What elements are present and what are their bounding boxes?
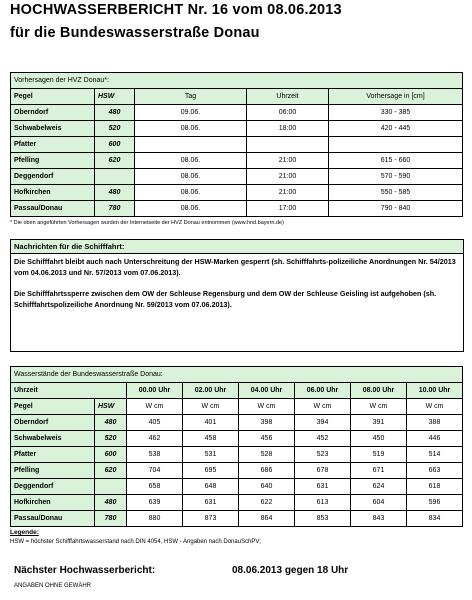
levels-hsw: 620: [95, 463, 127, 479]
forecast-hsw: [95, 169, 135, 185]
forecast-row: [11, 185, 463, 201]
levels-value: 446: [407, 431, 463, 447]
levels-pegel: Oberndorf: [11, 415, 95, 431]
levels-row: [11, 415, 463, 431]
levels-value: 538: [127, 447, 183, 463]
levels-value: 658: [127, 479, 183, 495]
levels-body: [11, 415, 463, 527]
levels-value: 663: [407, 463, 463, 479]
forecast-row: [11, 153, 463, 169]
forecast-vorhersage: 420 - 445: [329, 121, 463, 137]
levels-value: 671: [351, 463, 407, 479]
levels-value: 519: [351, 447, 407, 463]
levels-value: 631: [295, 479, 351, 495]
levels-value: 604: [351, 495, 407, 511]
levels-value: 880: [127, 511, 183, 527]
forecast-vorhersage: 570 - 590: [329, 169, 463, 185]
levels-value: 864: [239, 511, 295, 527]
levels-value: 531: [183, 447, 239, 463]
levels-value: 686: [239, 463, 295, 479]
forecast-header-row: [11, 89, 463, 105]
levels-value: 648: [183, 479, 239, 495]
levels-value: 639: [127, 495, 183, 511]
forecast-vorhersage: 615 - 660: [329, 153, 463, 169]
forecast-row: [11, 169, 463, 185]
levels-value: 834: [407, 511, 463, 527]
levels-pegel: Pfatter: [11, 447, 95, 463]
time-3: 06.00 Uhr: [295, 383, 351, 399]
forecast-pegel: Passau/Donau: [11, 201, 95, 217]
levels-hsw: 600: [95, 447, 127, 463]
forecast-pegel: Oberndorf: [11, 105, 95, 121]
levels-caption-row: [11, 367, 463, 383]
levels-value: 640: [239, 479, 295, 495]
forecast-hsw: 600: [95, 137, 135, 153]
levels-unit-row: [11, 399, 463, 415]
levels-value: 622: [239, 495, 295, 511]
levels-pegel: Schwabelweis: [11, 431, 95, 447]
levels-time-row: [11, 383, 463, 399]
levels-pegel: Passau/Donau: [11, 511, 95, 527]
levels-row: [11, 479, 463, 495]
levels-value: 695: [183, 463, 239, 479]
levels-value: 456: [239, 431, 295, 447]
levels-value: 624: [351, 479, 407, 495]
shipping-news-paragraph-1: Die Schifffahrt bleibt auch nach Unterschreitung der HSW-Marken gesperrt (sh. Schifffahrts-polizeiliche Anordnungen Nr. 54/2013 vom 04.06.2013 und Nr. 57/2013 vom 07.06.2013).: [14, 257, 456, 277]
levels-value: 613: [295, 495, 351, 511]
forecast-tag: 09.06.: [135, 105, 247, 121]
forecast-pegel: Pfelling: [11, 153, 95, 169]
forecast-row: [11, 105, 463, 121]
levels-value: 452: [295, 431, 351, 447]
levels-value: 462: [127, 431, 183, 447]
unit-1: W cm: [183, 399, 239, 415]
forecast-uhrzeit: 21:00: [247, 185, 329, 201]
forecast-uhrzeit: 06:00: [247, 105, 329, 121]
forecast-uhrzeit: 17:00: [247, 201, 329, 217]
forecast-hsw: 480: [95, 105, 135, 121]
levels-pegel: Hofkirchen: [11, 495, 95, 511]
forecast-vorhersage: 330 - 385: [329, 105, 463, 121]
unit-3: W cm: [295, 399, 351, 415]
levels-value: 401: [183, 415, 239, 431]
legend-text: HSW = höchster Schifffahrtswasserstand nach DIN 4054, HSW - Angaben nach DonauSchPV;: [10, 539, 261, 545]
levels-uhrzeit-label: Uhrzeit: [11, 383, 127, 399]
forecast-vorhersage: 550 - 585: [329, 185, 463, 201]
levels-hsw-label: HSW: [95, 399, 127, 415]
levels-value: 528: [239, 447, 295, 463]
time-1: 02.00 Uhr: [183, 383, 239, 399]
next-report-label: Nächster Hochwasserbericht:: [14, 565, 156, 576]
forecast-vorhersage: 790 - 840: [329, 201, 463, 217]
levels-value: 631: [183, 495, 239, 511]
forecast-uhrzeit: [247, 137, 329, 153]
levels-value: 458: [183, 431, 239, 447]
levels-value: 704: [127, 463, 183, 479]
time-5: 10.00 Uhr: [407, 383, 463, 399]
forecast-row: [11, 201, 463, 217]
levels-value: 514: [407, 447, 463, 463]
levels-value: 843: [351, 511, 407, 527]
unit-4: W cm: [351, 399, 407, 415]
forecast-uhrzeit: 21:00: [247, 169, 329, 185]
forecast-tag: 08.06.: [135, 201, 247, 217]
forecast-row: [11, 121, 463, 137]
levels-value: 853: [295, 511, 351, 527]
levels-pegel-label: Pegel: [11, 399, 95, 415]
forecast-tag: 08.06.: [135, 121, 247, 137]
forecast-vorhersage: [329, 137, 463, 153]
next-report-value: 08.06.2013 gegen 18 Uhr: [232, 565, 349, 576]
forecast-hsw: 480: [95, 185, 135, 201]
levels-pegel: Pfelling: [11, 463, 95, 479]
forecast-hsw: 520: [95, 121, 135, 137]
levels-hsw: 780: [95, 511, 127, 527]
forecast-pegel: Deggendorf: [11, 169, 95, 185]
forecast-hsw: 620: [95, 153, 135, 169]
forecast-pegel: Pfatter: [11, 137, 95, 153]
levels-pegel: Deggendorf: [11, 479, 95, 495]
levels-value: 678: [295, 463, 351, 479]
time-4: 08.00 Uhr: [351, 383, 407, 399]
forecast-tag: [135, 137, 247, 153]
levels-value: 405: [127, 415, 183, 431]
levels-value: 391: [351, 415, 407, 431]
legend-title: Legende:: [10, 529, 39, 536]
forecast-caption-row: [11, 73, 463, 89]
unit-5: W cm: [407, 399, 463, 415]
col-uhrzeit: Uhrzeit: [247, 89, 329, 105]
forecast-caption: Vorhersagen der HVZ Donau*:: [11, 73, 463, 89]
levels-row: [11, 511, 463, 527]
levels-hsw: [95, 479, 127, 495]
shipping-news-paragraph-2: Die Schifffahrtssperre zwischen dem OW der Schleuse Regensburg und dem OW der Schleuse Geisling ist aufgehoben (sh. Schifffahrtspolizeiliche Anordnung Nr. 59/2013 vom 07.06.2013).: [14, 289, 437, 309]
col-tag: Tag: [135, 89, 247, 105]
levels-hsw: 520: [95, 431, 127, 447]
report-title: HOCHWASSERBERICHT Nr. 16 vom 08.06.2013: [10, 2, 342, 18]
col-hsw: HSW: [95, 89, 135, 105]
shipping-news-box: [10, 239, 464, 352]
levels-row: [11, 495, 463, 511]
levels-value: 388: [407, 415, 463, 431]
unit-0: W cm: [127, 399, 183, 415]
levels-row: [11, 447, 463, 463]
report-subtitle: für die Bundeswasserstraße Donau: [10, 25, 260, 41]
forecast-footnote: * Die oben angeführten Vorhersagen wurden der Internetseite der HVZ Donau entnommen (www.hnd.bayern.de): [10, 220, 284, 226]
time-0: 00.00 Uhr: [127, 383, 183, 399]
col-vorhersage: Vorhersage in [cm]: [329, 89, 463, 105]
levels-value: 450: [351, 431, 407, 447]
forecast-body: [11, 105, 463, 217]
levels-hsw: 480: [95, 495, 127, 511]
time-2: 04.00 Uhr: [239, 383, 295, 399]
forecast-uhrzeit: 21:00: [247, 153, 329, 169]
levels-row: [11, 463, 463, 479]
levels-value: 596: [407, 495, 463, 511]
forecast-hsw: 780: [95, 201, 135, 217]
levels-value: 394: [295, 415, 351, 431]
levels-value: 618: [407, 479, 463, 495]
unit-2: W cm: [239, 399, 295, 415]
shipping-news-caption: Nachrichten für die Schifffahrt:: [11, 240, 463, 254]
forecast-table: [10, 72, 463, 217]
levels-value: 398: [239, 415, 295, 431]
forecast-pegel: Hofkirchen: [11, 185, 95, 201]
forecast-tag: 08.06.: [135, 153, 247, 169]
col-pegel: Pegel: [11, 89, 95, 105]
water-levels-table: [10, 366, 463, 527]
disclaimer: ANGABEN OHNE GEWÄHR: [14, 583, 92, 589]
levels-value: 523: [295, 447, 351, 463]
levels-caption: Wasserstände der Bundeswasserstraße Donau:: [11, 367, 463, 383]
forecast-pegel: Schwabelweis: [11, 121, 95, 137]
forecast-tag: 08.06.: [135, 169, 247, 185]
forecast-row: [11, 137, 463, 153]
forecast-uhrzeit: 18:00: [247, 121, 329, 137]
forecast-tag: 08.06.: [135, 185, 247, 201]
levels-row: [11, 431, 463, 447]
levels-hsw: 480: [95, 415, 127, 431]
levels-value: 873: [183, 511, 239, 527]
